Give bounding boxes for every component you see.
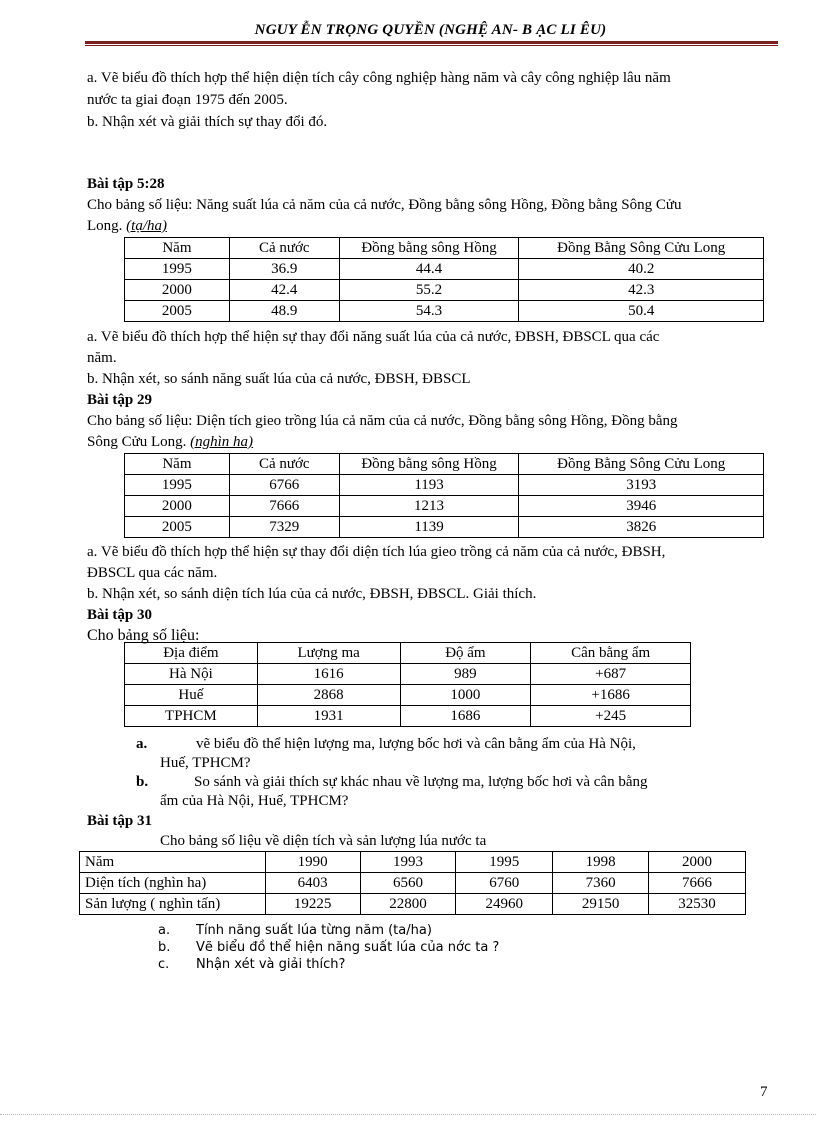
header-rule-thick — [85, 41, 778, 44]
table-header-cell: Năm — [125, 238, 230, 259]
exercise-30-question-b-label: b. — [136, 774, 149, 790]
table-cell: Sản lượng ( nghìn tấn) — [80, 894, 266, 915]
table-row — [125, 706, 691, 727]
table-cell: 36.9 — [229, 259, 339, 280]
table-cell: 6766 — [229, 475, 339, 496]
table-header-cell: Năm — [80, 852, 266, 873]
table-cell: 1193 — [339, 475, 519, 496]
exercise-31-question-item — [158, 922, 658, 939]
exercise-28-desc-line1: Cho bảng số liệu: Năng suất lúa cả năm của cả nước, Đồng bằng sông Hồng, Đồng bằng Sông Cửu — [87, 197, 682, 213]
exercise-31-question-label: c. — [158, 957, 170, 972]
table-cell: 54.3 — [339, 301, 519, 322]
table-cell: 7666 — [649, 873, 746, 894]
table-cell: 2005 — [125, 517, 230, 538]
table-header-row — [125, 238, 764, 259]
table-cell: 22800 — [360, 894, 456, 915]
exercise-30-desc: Cho bảng số liệu: — [87, 627, 200, 644]
table-cell: 19225 — [265, 894, 360, 915]
exercise-30-table — [124, 642, 691, 727]
table-header-cell: Cả nước — [229, 238, 339, 259]
table-header-cell: Cân bằng ẩm — [531, 643, 691, 664]
table-cell: 1686 — [400, 706, 531, 727]
table-cell: 1616 — [257, 664, 400, 685]
intro-question-a-line1: a. Vẽ biểu đồ thích hợp thể hiện diện tích cây công nghiệp hàng năm và cây công nghiệp lâu năm — [87, 70, 671, 86]
exercise-31-question-label: a. — [158, 923, 171, 938]
table-cell: 32530 — [649, 894, 746, 915]
table-header-row — [125, 454, 764, 475]
table-cell: +1686 — [531, 685, 691, 706]
exercise-31-desc: Cho bảng số liệu về diện tích và sản lượng lúa nước ta — [160, 833, 487, 849]
table-cell: 1000 — [400, 685, 531, 706]
exercise-29-table — [124, 453, 764, 538]
table-cell: 6760 — [456, 873, 553, 894]
table-cell: 3826 — [519, 517, 764, 538]
table-header-cell: Độ ẩm — [400, 643, 531, 664]
exercise-28-question-a-line2: năm. — [87, 350, 117, 366]
exercise-28-table — [124, 237, 764, 322]
table-header-cell: Đồng Bằng Sông Cửu Long — [519, 454, 764, 475]
intro-question-b: b. Nhận xét và giải thích sự thay đổi đó. — [87, 114, 328, 130]
table-cell: 42.3 — [519, 280, 764, 301]
table-cell: 40.2 — [519, 259, 764, 280]
table-row — [125, 475, 764, 496]
table-cell: +245 — [531, 706, 691, 727]
table-cell: TPHCM — [125, 706, 258, 727]
table-header-row — [80, 852, 746, 873]
exercise-28-unit: (tạ/ha) — [126, 218, 167, 234]
exercise-29-title: Bài tập 29 — [87, 392, 153, 408]
header-rule-thin — [85, 45, 778, 46]
table-header-cell: 1995 — [456, 852, 553, 873]
exercise-30-question-a-line2: Huế, TPHCM? — [160, 755, 251, 771]
table-cell: 7666 — [229, 496, 339, 517]
exercise-29-desc-line1: Cho bảng số liệu: Diện tích gieo trồng lúa cả năm của cả nước, Đồng bằng sông Hồng, Đồng bằng — [87, 413, 678, 429]
table-cell: 2868 — [257, 685, 400, 706]
footer-dotted-line — [0, 1114, 816, 1115]
exercise-30-question-a-label: a. — [136, 736, 148, 752]
table-row — [80, 873, 746, 894]
exercise-29-question-a-line2: ĐBSCL qua các năm. — [87, 565, 218, 581]
exercise-30-question-b — [136, 774, 776, 814]
table-header-cell: Đồng Bằng Sông Cửu Long — [519, 238, 764, 259]
exercise-30-question-a — [136, 736, 776, 776]
table-cell: 1213 — [339, 496, 519, 517]
table-header-cell: Lượng ma — [257, 643, 400, 664]
exercise-29-question-b: b. Nhận xét, so sánh diện tích lúa của cả nước, ĐBSH, ĐBSCL. Giải thích. — [87, 586, 537, 602]
table-cell: +687 — [531, 664, 691, 685]
table-cell: 1995 — [125, 475, 230, 496]
table-header-row — [125, 643, 691, 664]
table-cell: 3193 — [519, 475, 764, 496]
table-cell: 44.4 — [339, 259, 519, 280]
exercise-31-question-text: Tính năng suất lúa từng năm (ta/ha) — [196, 923, 432, 938]
table-row — [125, 259, 764, 280]
exercise-28-desc-line2 — [87, 217, 167, 235]
table-cell: 6403 — [265, 873, 360, 894]
table-cell: Huế — [125, 685, 258, 706]
table-cell: 1139 — [339, 517, 519, 538]
table-cell: 2005 — [125, 301, 230, 322]
table-cell: 7329 — [229, 517, 339, 538]
table-cell: 989 — [400, 664, 531, 685]
table-cell: 42.4 — [229, 280, 339, 301]
exercise-31-question-text: Nhận xét và giải thích? — [196, 957, 346, 972]
table-row — [80, 894, 746, 915]
table-row — [125, 517, 764, 538]
table-header-cell: 1993 — [360, 852, 456, 873]
table-header-cell: 1998 — [553, 852, 649, 873]
exercise-31-question-item — [158, 939, 658, 956]
exercise-29-unit: (nghìn ha) — [190, 434, 254, 450]
table-header-cell: Năm — [125, 454, 230, 475]
table-cell: Diện tích (nghìn ha) — [80, 873, 266, 894]
exercise-29-question-a-line1: a. Vẽ biểu đồ thích hợp thể hiện sự thay đổi diện tích lúa gieo trồng cả năm của cả nước, ĐBSH, — [87, 544, 666, 560]
table-cell: 3946 — [519, 496, 764, 517]
exercise-31-table-body — [80, 852, 746, 915]
exercise-30-question-b-line2: ẩm của Hà Nội, Huế, TPHCM? — [160, 793, 349, 809]
page-number: 7 — [760, 1084, 768, 1100]
table-header-cell: Đồng bằng sông Hồng — [339, 454, 519, 475]
table-cell: 1931 — [257, 706, 400, 727]
exercise-28-desc-end: Long. — [87, 218, 123, 234]
table-cell: 6560 — [360, 873, 456, 894]
exercise-30-title: Bài tập 30 — [87, 607, 153, 623]
table-row — [125, 496, 764, 517]
table-header-cell: 2000 — [649, 852, 746, 873]
table-row — [125, 664, 691, 685]
table-header-cell: 1990 — [265, 852, 360, 873]
exercise-29-table-body — [125, 454, 764, 538]
exercise-31-table — [79, 851, 746, 915]
table-cell: 24960 — [456, 894, 553, 915]
intro-question-a-line2: nước ta giai đoạn 1975 đến 2005. — [87, 92, 288, 108]
table-cell: 1995 — [125, 259, 230, 280]
page-header: NGUY ỄN TRỌNG QUYỀN (NGHỆ AN- B ẠC LI ÊU) — [254, 22, 607, 38]
exercise-28-table-body — [125, 238, 764, 322]
table-header-cell: Địa điểm — [125, 643, 258, 664]
exercise-31-question-text: Vẽ biểu đồ thể hiện năng suất lúa của nớc ta ? — [196, 940, 500, 955]
table-header-cell: Đồng bằng sông Hồng — [339, 238, 519, 259]
exercise-30-question-b-line1: So sánh và giải thích sự khác nhau về lượng ma, lượng bốc hơi và cân bằng — [194, 774, 648, 790]
table-header-cell: Cả nước — [229, 454, 339, 475]
exercise-31-title: Bài tập 31 — [87, 813, 153, 829]
table-row — [125, 685, 691, 706]
exercise-28-question-b: b. Nhận xét, so sánh năng suất lúa của cả nước, ĐBSH, ĐBSCL — [87, 371, 471, 387]
table-cell: 2000 — [125, 280, 230, 301]
table-cell: 50.4 — [519, 301, 764, 322]
table-row — [125, 301, 764, 322]
exercise-29-desc-end: Sông Cửu Long. — [87, 434, 187, 450]
exercise-30-question-a-line1: vẽ biểu đồ thể hiện lượng ma, lượng bốc hơi và cân bằng ẩm của Hà Nội, — [196, 736, 636, 752]
exercise-28-question-a-line1: a. Vẽ biểu đồ thích hợp thể hiện sự thay đổi năng suất lúa của cả nước, ĐBSH, ĐBSCL qua các — [87, 329, 660, 345]
exercise-28-title: Bài tập 5:28 — [87, 176, 165, 192]
exercise-31-question-label: b. — [158, 940, 171, 955]
table-cell: 7360 — [553, 873, 649, 894]
exercise-31-question-item — [158, 956, 658, 973]
exercise-29-desc-line2 — [87, 433, 253, 451]
table-cell: 29150 — [553, 894, 649, 915]
table-cell: 2000 — [125, 496, 230, 517]
table-cell: Hà Nội — [125, 664, 258, 685]
table-row — [125, 280, 764, 301]
exercise-30-table-body — [125, 643, 691, 727]
table-cell: 48.9 — [229, 301, 339, 322]
table-cell: 55.2 — [339, 280, 519, 301]
